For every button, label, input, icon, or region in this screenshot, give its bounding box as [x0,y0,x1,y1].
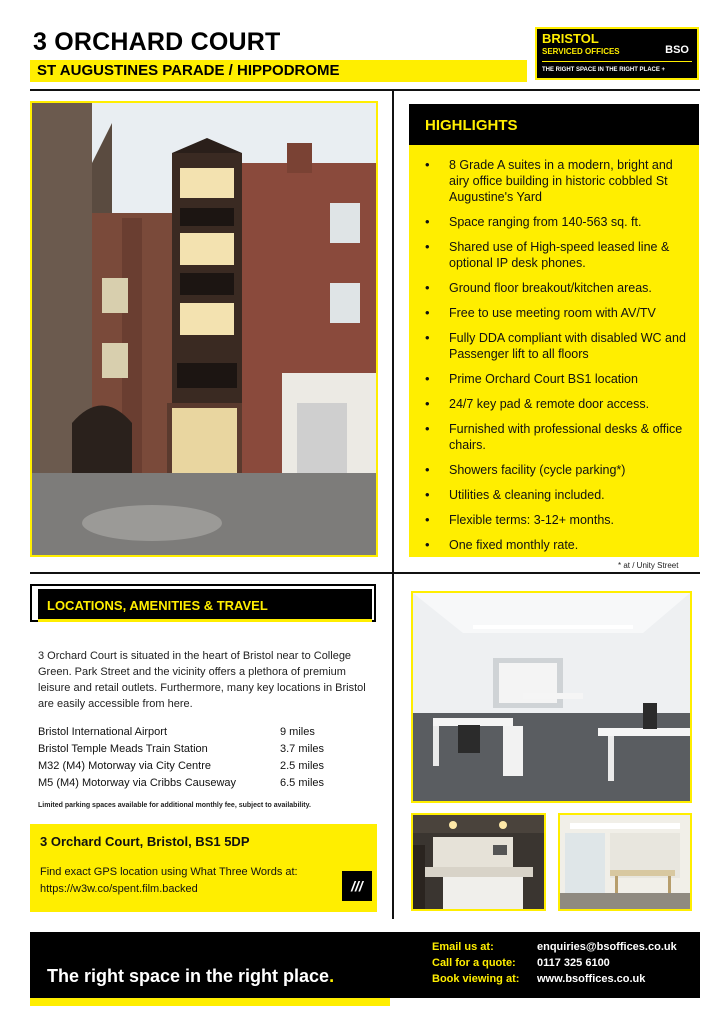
list-item: • 24/7 key pad & remote door access. [422,396,694,412]
phone-link[interactable]: 0117 325 6100 [537,957,610,969]
list-item: • Space ranging from 140-563 sq. ft. [422,214,694,230]
locations-title: LOCATIONS, AMENITIES & TRAVEL [47,598,268,613]
bso-logo [535,27,699,80]
travel-destination: Bristol Temple Meads Train Station [38,743,208,755]
logo-line1: BRISTOL [542,31,599,46]
page-subtitle: ST AUGUSTINES PARADE / HIPPODROME [37,62,340,79]
highlights-footnote: * at / Unity Street [618,561,679,570]
list-item: • Prime Orchard Court BS1 location [422,371,694,387]
center-divider [392,89,394,919]
travel-distance: 2.5 miles [280,760,325,772]
booking-label: Book viewing at: [432,973,520,985]
table-row [38,743,368,760]
email-link[interactable]: enquiries@bsoffices.co.uk [537,941,677,953]
travel-table [38,726,368,794]
logo-tagline: THE RIGHT SPACE IN THE RIGHT PLACE + [542,67,666,73]
tagline-dot: . [329,966,335,986]
kitchen-photo [411,813,546,911]
list-item: • Shared use of High-speed leased line & optional IP desk phones. [422,239,694,271]
w3w-instruction: Find exact GPS location using What Three Words at: [40,866,298,878]
list-item: • 8 Grade A suites in a modern, bright and airy office building in historic cobbled St Augustine's Yard [422,157,694,205]
address-title: 3 Orchard Court, Bristol, BS1 5DP [40,834,250,849]
highlights-title: HIGHLIGHTS [425,117,518,134]
w3w-link[interactable]: https://w3w.co/spent.film.backed [40,883,198,895]
meeting-room-illustration [560,815,690,909]
table-row [38,777,368,794]
travel-destination: Bristol International Airport [38,726,168,738]
list-item: • Free to use meeting room with AV/TV [422,305,694,321]
list-item: • Showers facility (cycle parking*) [422,462,694,478]
building-photo [30,101,378,557]
travel-distance: 6.5 miles [280,777,325,789]
list-item: • Utilities & cleaning included. [422,487,694,503]
quote-label: Call for a quote: [432,957,516,969]
logo-divider [542,61,692,62]
travel-distance: 9 miles [280,726,315,738]
footer-tagline [47,966,334,987]
table-row [38,726,368,743]
top-divider [30,89,700,91]
office-photo [411,591,692,803]
page-title: 3 ORCHARD COURT [33,28,281,56]
website-link[interactable]: www.bsoffices.co.uk [537,973,646,985]
footer-underline [30,998,390,1006]
travel-destination: M5 (M4) Motorway via Cribbs Causeway [38,777,237,789]
w3w-logo-icon: /// [342,871,372,901]
list-item: • Flexible terms: 3-12+ months. [422,512,694,528]
logo-line2: SERVICED OFFICES [542,47,620,56]
travel-distance: 3.7 miles [280,743,325,755]
middle-divider [30,572,700,574]
parking-note: Limited parking spaces available for additional monthly fee, subject to availability. [38,802,311,809]
list-item: • Ground floor breakout/kitchen areas. [422,280,694,296]
list-item: • One fixed monthly rate. [422,537,694,553]
email-label: Email us at: [432,941,494,953]
logo-abbr: BSO [665,44,689,56]
building-illustration [32,103,376,555]
kitchen-illustration [413,815,544,909]
travel-destination: M32 (M4) Motorway via City Centre [38,760,211,772]
meeting-room-photo [558,813,692,911]
list-item: • Furnished with professional desks & office chairs. [422,421,694,453]
tagline-text: The right space in the right place [47,966,330,986]
highlights-list [422,157,694,562]
list-item: • Fully DDA compliant with disabled WC and Passenger lift to all floors [422,330,694,362]
locations-description: 3 Orchard Court is situated in the heart of Bristol near to College Green. Park Street and the vicinity offers a plethora of premium leisure and retail outlets. Furthermore, many key locations in Bristol are easily accessible from here. [38,650,366,710]
table-row [38,760,368,777]
office-illustration [413,593,690,801]
